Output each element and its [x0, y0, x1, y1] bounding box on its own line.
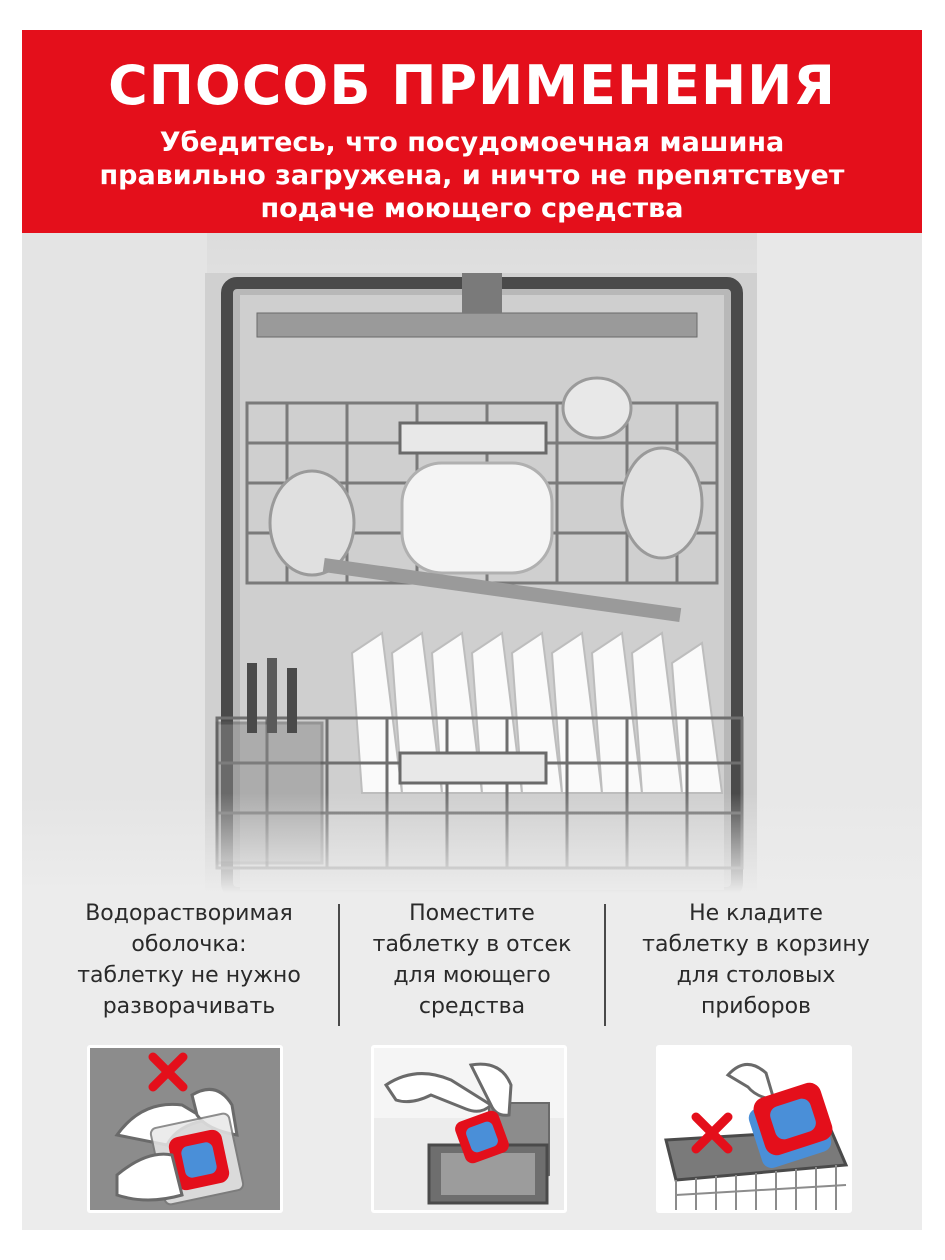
step-line: разворачивать [102, 994, 276, 1019]
step-line: Поместите [409, 901, 535, 926]
step-line: для столовых [676, 963, 836, 988]
step-unwrapped-text [49, 898, 329, 1022]
header-banner [22, 30, 922, 233]
step-line: для моющего [393, 963, 551, 988]
step-line: таблетку в корзину [642, 932, 870, 957]
dishwasher-illustration [22, 233, 922, 893]
step-line: таблетку не нужно [77, 963, 301, 988]
instruction-card [22, 30, 922, 1230]
dishwasher-photo [22, 233, 922, 893]
step-line: таблетку в отсек [372, 932, 572, 957]
subtitle-line: подаче моющего средства [260, 193, 684, 224]
subtitle-line: Убедитесь, что посудомоечная машина [159, 127, 785, 158]
step-line: Не кладите [689, 901, 823, 926]
step-dispenser-text [332, 898, 612, 1022]
header-subtitle [52, 126, 892, 225]
step-basket-text [616, 898, 896, 1022]
step-line: оболочка: [131, 932, 247, 957]
step-line: средства [418, 994, 526, 1019]
tablet-basket-cross-icon [656, 1045, 852, 1213]
instruction-steps [22, 898, 922, 1028]
page-title: СПОСОБ ПРИМЕНЕНИЯ [108, 54, 836, 117]
step-line: Водорастворимая [85, 901, 293, 926]
step-line: приборов [700, 994, 812, 1019]
column-divider [604, 904, 606, 1026]
tablet-into-dispenser-icon [371, 1045, 567, 1213]
unwrapped-tablet-cross-icon [87, 1045, 283, 1213]
subtitle-line: правильно загружена, и ничто не препятствует [99, 160, 845, 191]
